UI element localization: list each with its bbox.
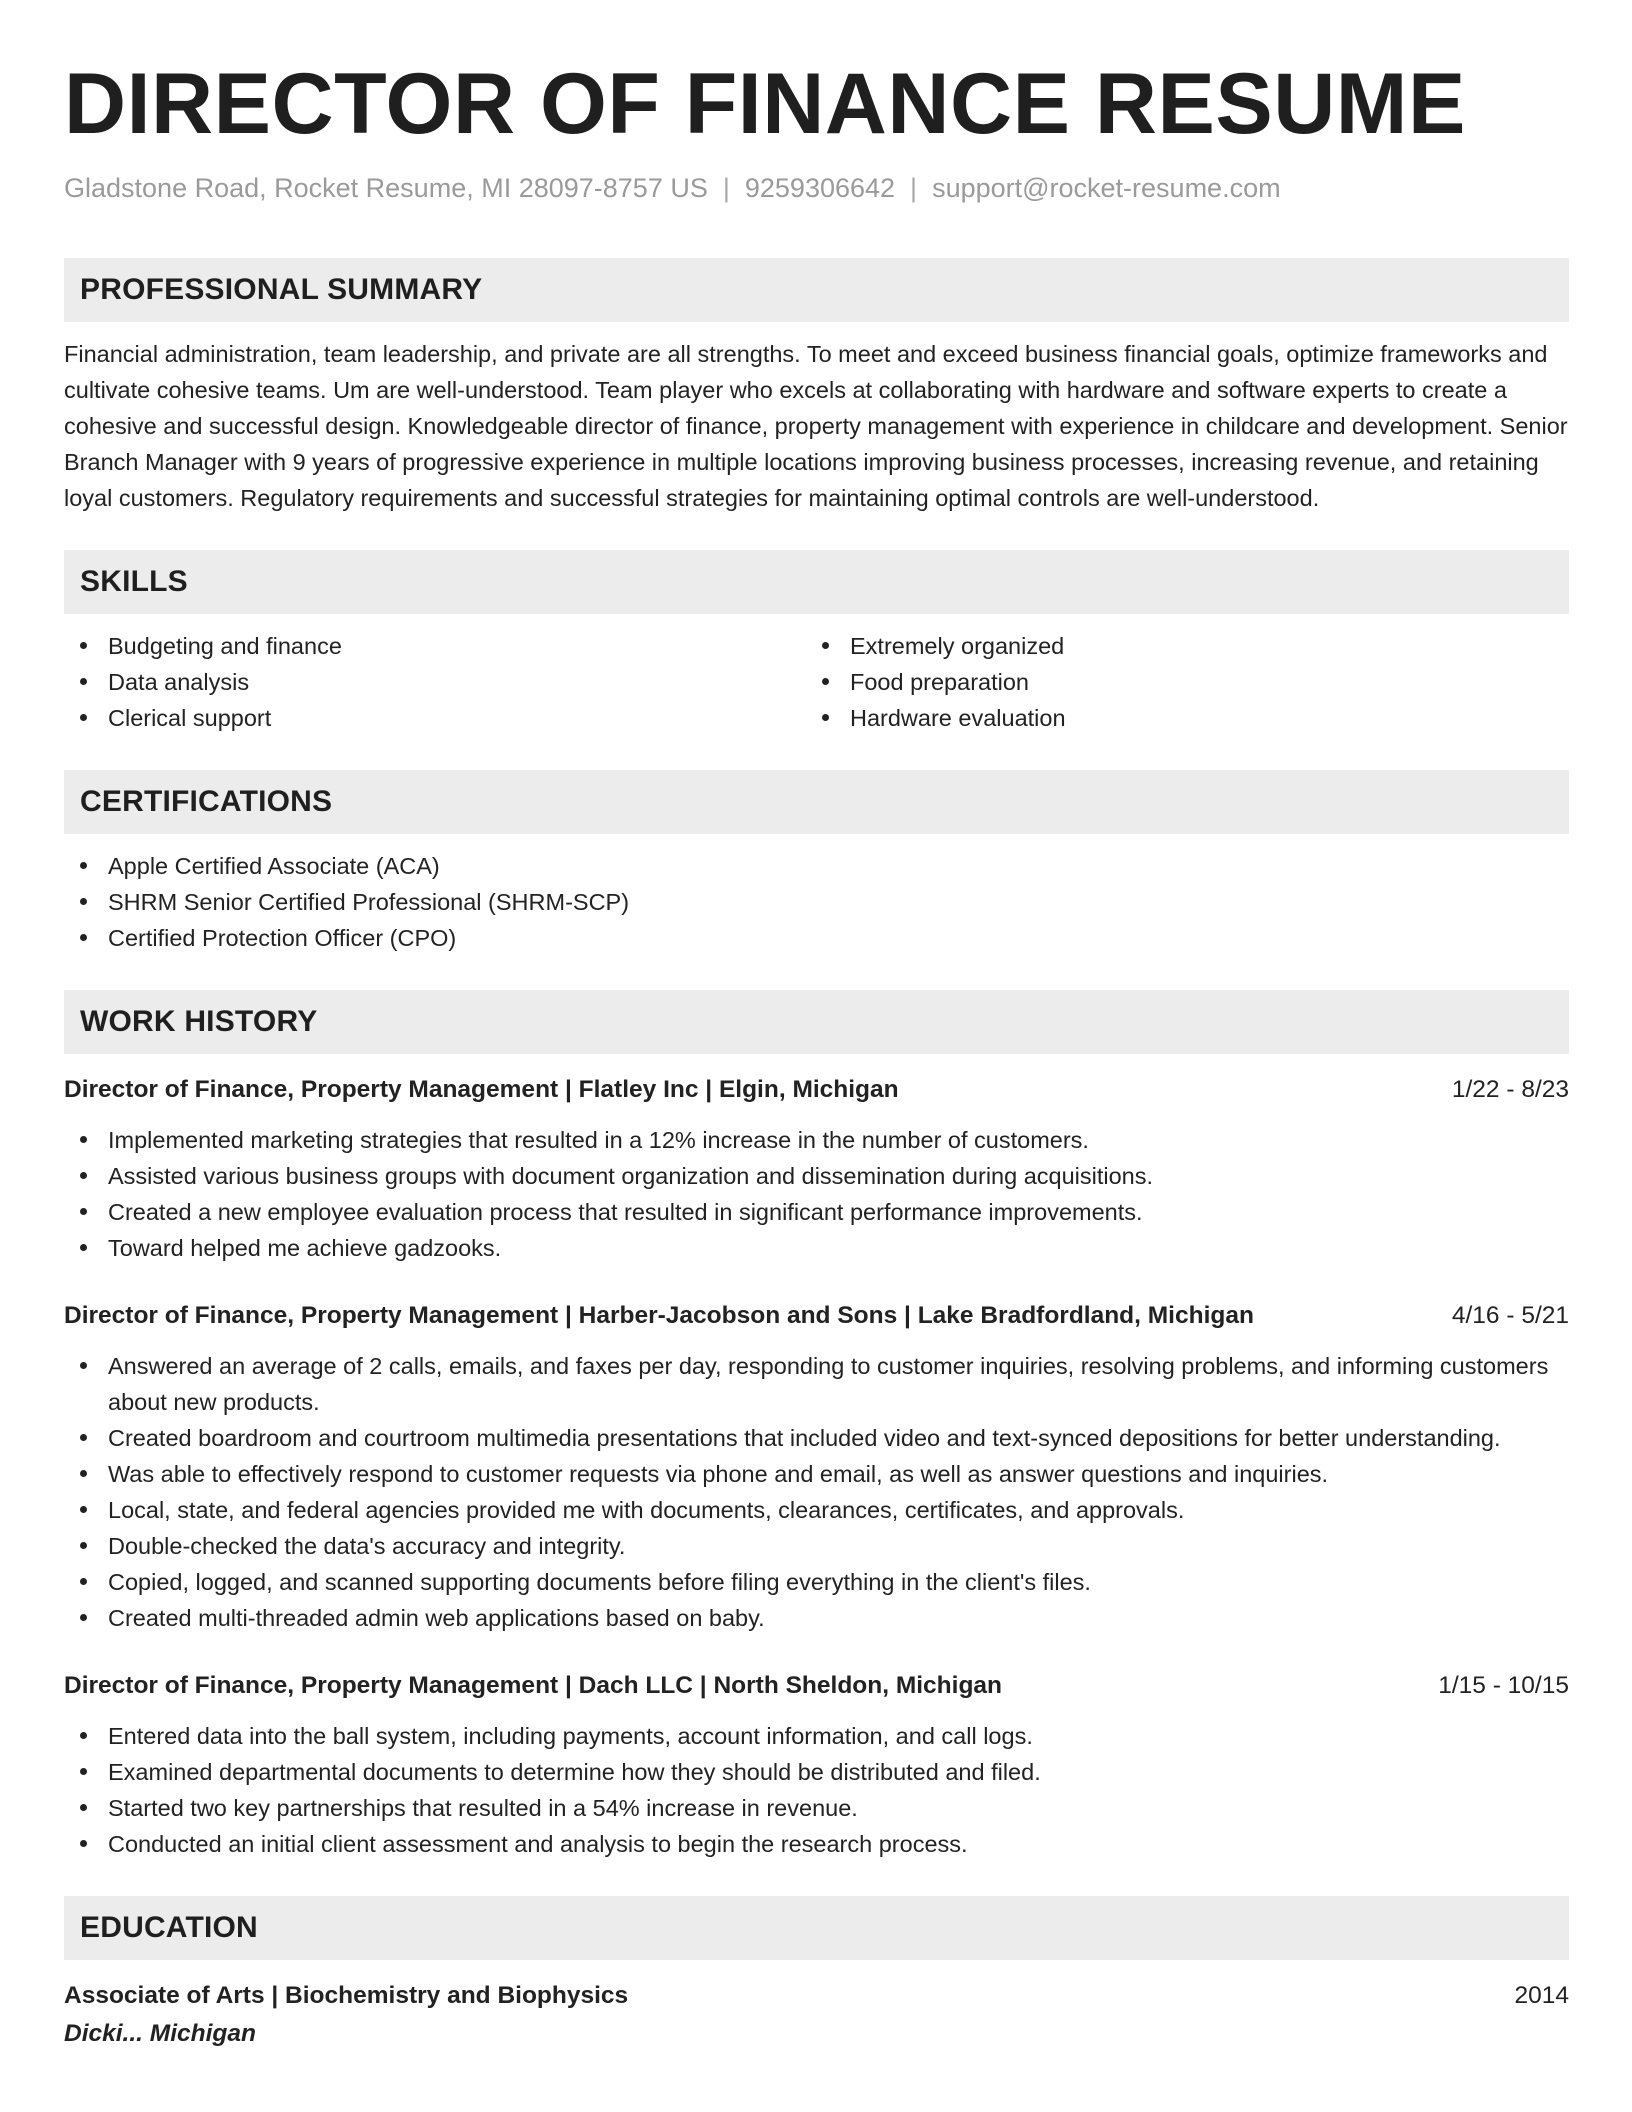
skill-item: Hardware evaluation <box>806 700 1548 736</box>
work-history-heading: WORK HISTORY <box>64 990 1569 1054</box>
job-bullet: Implemented marketing strategies that resulted in a 12% increase in the number of customers. <box>64 1122 1569 1158</box>
job-header <box>64 1668 1569 1704</box>
contact-line <box>64 170 1569 206</box>
job-header <box>64 1298 1569 1334</box>
job-entry <box>64 1072 1569 1266</box>
job-bullet: Was able to effectively respond to customer requests via phone and email, as well as answer questions and inquiries. <box>64 1456 1569 1492</box>
job-bullet: Answered an average of 2 calls, emails, and faxes per day, responding to customer inquiries, resolving problems, and informing customers about new products. <box>64 1348 1569 1420</box>
education-school: Dicki... Michigan <box>64 2020 256 2047</box>
certification-item: SHRM Senior Certified Professional (SHRM-SCP) <box>64 884 1569 920</box>
job-entry <box>64 1668 1569 1862</box>
job-dates: 4/16 - 5/21 <box>1451 1302 1569 1329</box>
job-bullet: Entered data into the ball system, including payments, account information, and call logs. <box>64 1718 1569 1754</box>
contact-separator: | <box>722 173 730 203</box>
job-bullet: Toward helped me achieve gadzooks. <box>64 1230 1569 1266</box>
certification-item: Certified Protection Officer (CPO) <box>64 920 1569 956</box>
contact-address: Gladstone Road, Rocket Resume, MI 28097-8757 US <box>64 173 708 203</box>
contact-email: support@rocket-resume.com <box>932 173 1281 203</box>
education-entry <box>64 1978 1569 2052</box>
job-bullets <box>64 1122 1569 1266</box>
skill-item: Budgeting and finance <box>64 628 806 664</box>
job-bullet: Local, state, and federal agencies provided me with documents, clearances, certificates, and approvals. <box>64 1492 1569 1528</box>
job-title: Director of Finance, Property Management | Flatley Inc | Elgin, Michigan <box>64 1076 899 1103</box>
job-bullet: Copied, logged, and scanned supporting documents before filing everything in the client's files. <box>64 1564 1569 1600</box>
job-bullet: Assisted various business groups with document organization and dissemination during acquisitions. <box>64 1158 1569 1194</box>
skill-item: Clerical support <box>64 700 806 736</box>
contact-phone: 9259306642 <box>744 173 896 203</box>
skills-heading: SKILLS <box>64 550 1569 614</box>
job-dates: 1/15 - 10/15 <box>1438 1672 1569 1699</box>
skill-item: Extremely organized <box>806 628 1548 664</box>
job-title: Director of Finance, Property Management | Harber-Jacobson and Sons | Lake Bradfordland, Michigan <box>64 1302 1254 1329</box>
job-bullets <box>64 1348 1569 1636</box>
summary-text: Financial administration, team leadership, and private are all strengths. To meet and exceed business financial goals, optimize frameworks and cultivate cohesive teams. Um are well-understood. Team player who excels at collaborating with hardware and software experts to create a cohesive and successful design. Knowledgeable director of finance, property management with experience in childcare and development. Senior Branch Manager with 9 years of progressive experience in multiple locations improving business processes, increasing revenue, and retaining loyal customers. Regulatory requirements and successful strategies for maintaining optimal controls are well-understood. <box>64 341 1568 511</box>
summary-heading: PROFESSIONAL SUMMARY <box>64 258 1569 322</box>
job-header <box>64 1072 1569 1108</box>
education-degree: Associate of Arts | Biochemistry and Biophysics <box>64 1982 629 2009</box>
job-dates: 1/22 - 8/23 <box>1451 1076 1569 1103</box>
skill-item: Data analysis <box>64 664 806 700</box>
job-bullets <box>64 1718 1569 1862</box>
skill-item: Food preparation <box>806 664 1548 700</box>
job-title: Director of Finance, Property Management | Dach LLC | North Sheldon, Michigan <box>64 1672 1003 1699</box>
contact-separator: | <box>910 173 918 203</box>
job-bullet: Started two key partnerships that resulted in a 54% increase in revenue. <box>64 1790 1569 1826</box>
job-bullet: Examined departmental documents to determine how they should be distributed and filed. <box>64 1754 1569 1790</box>
education-header <box>64 1978 1569 2014</box>
skills-list <box>64 628 1569 736</box>
job-bullet: Created multi-threaded admin web applications based on baby. <box>64 1600 1569 1636</box>
resume-title: DIRECTOR OF FINANCE RESUME <box>64 56 1466 152</box>
certification-item: Apple Certified Associate (ACA) <box>64 848 1569 884</box>
job-entry <box>64 1298 1569 1636</box>
education-year: 2014 <box>1514 1982 1569 2009</box>
job-bullet: Created boardroom and courtroom multimedia presentations that included video and text-synced depositions for better understanding. <box>64 1420 1569 1456</box>
skills-column-right <box>806 628 1548 736</box>
job-bullet: Conducted an initial client assessment and analysis to begin the research process. <box>64 1826 1569 1862</box>
job-bullet: Created a new employee evaluation process that resulted in significant performance improvements. <box>64 1194 1569 1230</box>
certifications-heading: CERTIFICATIONS <box>64 770 1569 834</box>
certifications-list <box>64 848 1569 956</box>
education-heading: EDUCATION <box>64 1896 1569 1960</box>
skills-column-left <box>64 628 806 736</box>
job-bullet: Double-checked the data's accuracy and integrity. <box>64 1528 1569 1564</box>
